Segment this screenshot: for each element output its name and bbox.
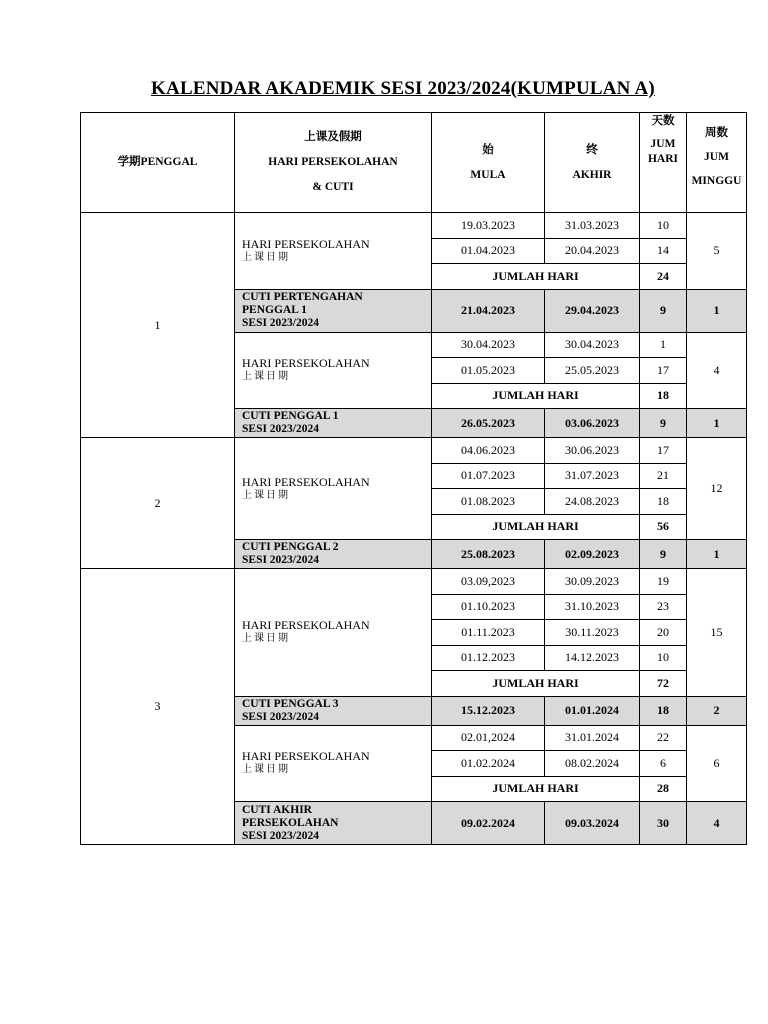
school-days-label-cn: 上课日期 bbox=[242, 633, 290, 645]
holiday-label-line2: SESI 2023/2024 bbox=[242, 710, 320, 723]
start-date: 03.09,2023 bbox=[432, 569, 545, 595]
header-start-label: MULA bbox=[470, 168, 506, 181]
day-count: 22 bbox=[640, 725, 687, 751]
school-days-label-cn: 上课日期 bbox=[242, 764, 290, 776]
total-label: JUMLAH HARI bbox=[432, 264, 640, 290]
holiday-label bbox=[235, 696, 432, 725]
end-date: 31.03.2023 bbox=[545, 213, 640, 239]
day-count: 23 bbox=[640, 594, 687, 620]
term-number: 1 bbox=[81, 213, 235, 438]
end-date: 08.02.2024 bbox=[545, 751, 640, 777]
start-date: 01.02.2024 bbox=[432, 751, 545, 777]
header-activity-cn: 上课及假期 bbox=[304, 131, 362, 143]
school-days-label bbox=[235, 725, 432, 802]
day-count: 21 bbox=[640, 463, 687, 489]
end-date: 31.10.2023 bbox=[545, 594, 640, 620]
total-days: 72 bbox=[640, 671, 687, 697]
header-end-cn: 终 bbox=[586, 143, 598, 156]
day-count: 10 bbox=[640, 645, 687, 671]
holiday-start-date: 26.05.2023 bbox=[432, 409, 545, 438]
holiday-label-line3: SESI 2023/2024 bbox=[242, 829, 320, 842]
holiday-label bbox=[235, 289, 432, 332]
week-count: 15 bbox=[687, 569, 747, 697]
end-date: 24.08.2023 bbox=[545, 489, 640, 515]
table-row bbox=[81, 569, 747, 595]
start-date: 04.06.2023 bbox=[432, 438, 545, 464]
header-end bbox=[545, 113, 640, 213]
end-date: 30.11.2023 bbox=[545, 620, 640, 646]
holiday-day-count: 30 bbox=[640, 802, 687, 845]
holiday-week-count: 4 bbox=[687, 802, 747, 845]
holiday-label-line1: CUTI AKHIR bbox=[242, 803, 312, 816]
total-days: 24 bbox=[640, 264, 687, 290]
start-date: 30.04.2023 bbox=[432, 332, 545, 358]
end-date: 31.07.2023 bbox=[545, 463, 640, 489]
week-count: 5 bbox=[687, 213, 747, 290]
holiday-week-count: 1 bbox=[687, 289, 747, 332]
holiday-week-count: 1 bbox=[687, 409, 747, 438]
holiday-label-line2: SESI 2023/2024 bbox=[242, 423, 320, 435]
start-date: 01.04.2023 bbox=[432, 238, 545, 264]
week-count: 6 bbox=[687, 725, 747, 802]
day-count: 17 bbox=[640, 438, 687, 464]
header-days-line2: HARI bbox=[647, 153, 679, 165]
holiday-label-line1: CUTI PENGGAL 1 bbox=[242, 410, 339, 422]
end-date: 20.04.2023 bbox=[545, 238, 640, 264]
holiday-day-count: 9 bbox=[640, 409, 687, 438]
end-date: 14.12.2023 bbox=[545, 645, 640, 671]
holiday-day-count: 18 bbox=[640, 696, 687, 725]
holiday-label-line2: PENGGAL 1 bbox=[242, 304, 307, 316]
table-header-row bbox=[81, 113, 747, 213]
school-days-label-text: HARI PERSEKOLAHAN bbox=[242, 236, 370, 251]
day-count: 10 bbox=[640, 213, 687, 239]
holiday-label-line3: SESI 2023/2024 bbox=[242, 317, 320, 329]
header-term: 学期PENGGAL bbox=[81, 113, 235, 213]
holiday-label bbox=[235, 540, 432, 569]
start-date: 01.12.2023 bbox=[432, 645, 545, 671]
school-days-label bbox=[235, 213, 432, 290]
header-activity-line2: & CUTI bbox=[312, 181, 354, 193]
total-days: 28 bbox=[640, 776, 687, 802]
holiday-day-count: 9 bbox=[640, 540, 687, 569]
header-activity bbox=[235, 113, 432, 213]
day-count: 17 bbox=[640, 358, 687, 384]
day-count: 20 bbox=[640, 620, 687, 646]
page-title: KALENDAR AKADEMIK SESI 2023/2024(KUMPULAN A) bbox=[151, 78, 655, 99]
holiday-start-date: 25.08.2023 bbox=[432, 540, 545, 569]
week-count: 12 bbox=[687, 438, 747, 540]
end-date: 30.06.2023 bbox=[545, 438, 640, 464]
start-date: 01.11.2023 bbox=[432, 620, 545, 646]
end-date: 30.09.2023 bbox=[545, 569, 640, 595]
total-label: JUMLAH HARI bbox=[432, 383, 640, 409]
term-number: 2 bbox=[81, 438, 235, 569]
header-weeks-line1: JUM bbox=[704, 151, 729, 163]
total-label: JUMLAH HARI bbox=[432, 776, 640, 802]
header-weeks-cn: 周数 bbox=[705, 127, 728, 139]
school-days-label bbox=[235, 569, 432, 697]
header-weeks bbox=[687, 113, 747, 213]
table-row bbox=[81, 438, 747, 464]
day-count: 1 bbox=[640, 332, 687, 358]
holiday-label bbox=[235, 409, 432, 438]
school-days-label bbox=[235, 332, 432, 409]
school-days-label bbox=[235, 438, 432, 540]
start-date: 02.01,2024 bbox=[432, 725, 545, 751]
table-row bbox=[81, 213, 747, 239]
day-count: 14 bbox=[640, 238, 687, 264]
header-activity-line1: HARI PERSEKOLAHAN bbox=[268, 156, 398, 168]
school-days-label-cn: 上课日期 bbox=[242, 251, 290, 263]
school-days-label-text: HARI PERSEKOLAHAN bbox=[242, 618, 370, 633]
total-days: 56 bbox=[640, 514, 687, 540]
holiday-week-count: 1 bbox=[687, 540, 747, 569]
end-date: 30.04.2023 bbox=[545, 332, 640, 358]
holiday-end-date: 02.09.2023 bbox=[545, 540, 640, 569]
holiday-label bbox=[235, 802, 432, 845]
start-date: 01.08.2023 bbox=[432, 489, 545, 515]
school-days-label-cn: 上课日期 bbox=[242, 489, 290, 501]
day-count: 6 bbox=[640, 751, 687, 777]
start-date: 19.03.2023 bbox=[432, 213, 545, 239]
day-count: 19 bbox=[640, 569, 687, 595]
term-number: 3 bbox=[81, 569, 235, 845]
end-date: 25.05.2023 bbox=[545, 358, 640, 384]
start-date: 01.05.2023 bbox=[432, 358, 545, 384]
header-weeks-line2: MINGGU bbox=[691, 175, 742, 187]
end-date: 31.01.2024 bbox=[545, 725, 640, 751]
header-days-line1: JUM bbox=[650, 138, 676, 150]
holiday-day-count: 9 bbox=[640, 289, 687, 332]
holiday-start-date: 09.02.2024 bbox=[432, 802, 545, 845]
week-count: 4 bbox=[687, 332, 747, 409]
header-start bbox=[432, 113, 545, 213]
total-days: 18 bbox=[640, 383, 687, 409]
holiday-label-line2: SESI 2023/2024 bbox=[242, 554, 320, 566]
header-days-cn: 天数 bbox=[651, 115, 675, 127]
holiday-start-date: 21.04.2023 bbox=[432, 289, 545, 332]
calendar-table bbox=[80, 112, 747, 845]
day-count: 18 bbox=[640, 489, 687, 515]
start-date: 01.07.2023 bbox=[432, 463, 545, 489]
header-start-cn: 始 bbox=[482, 143, 494, 156]
school-days-label-text: HARI PERSEKOLAHAN bbox=[242, 356, 370, 371]
holiday-label-line2: PERSEKOLAHAN bbox=[242, 816, 339, 829]
total-label: JUMLAH HARI bbox=[432, 514, 640, 540]
total-label: JUMLAH HARI bbox=[432, 671, 640, 697]
holiday-label-line1: CUTI PERTENGAHAN bbox=[242, 291, 363, 303]
holiday-start-date: 15.12.2023 bbox=[432, 696, 545, 725]
holiday-end-date: 01.01.2024 bbox=[545, 696, 640, 725]
school-days-label-cn: 上课日期 bbox=[242, 371, 290, 383]
header-end-label: AKHIR bbox=[572, 168, 612, 181]
header-days bbox=[640, 113, 687, 213]
school-days-label-text: HARI PERSEKOLAHAN bbox=[242, 749, 370, 764]
holiday-end-date: 29.04.2023 bbox=[545, 289, 640, 332]
holiday-label-line1: CUTI PENGGAL 2 bbox=[242, 541, 339, 553]
holiday-end-date: 03.06.2023 bbox=[545, 409, 640, 438]
start-date: 01.10.2023 bbox=[432, 594, 545, 620]
holiday-week-count: 2 bbox=[687, 696, 747, 725]
holiday-label-line1: CUTI PENGGAL 3 bbox=[242, 697, 339, 710]
holiday-end-date: 09.03.2024 bbox=[545, 802, 640, 845]
school-days-label-text: HARI PERSEKOLAHAN bbox=[242, 474, 370, 489]
